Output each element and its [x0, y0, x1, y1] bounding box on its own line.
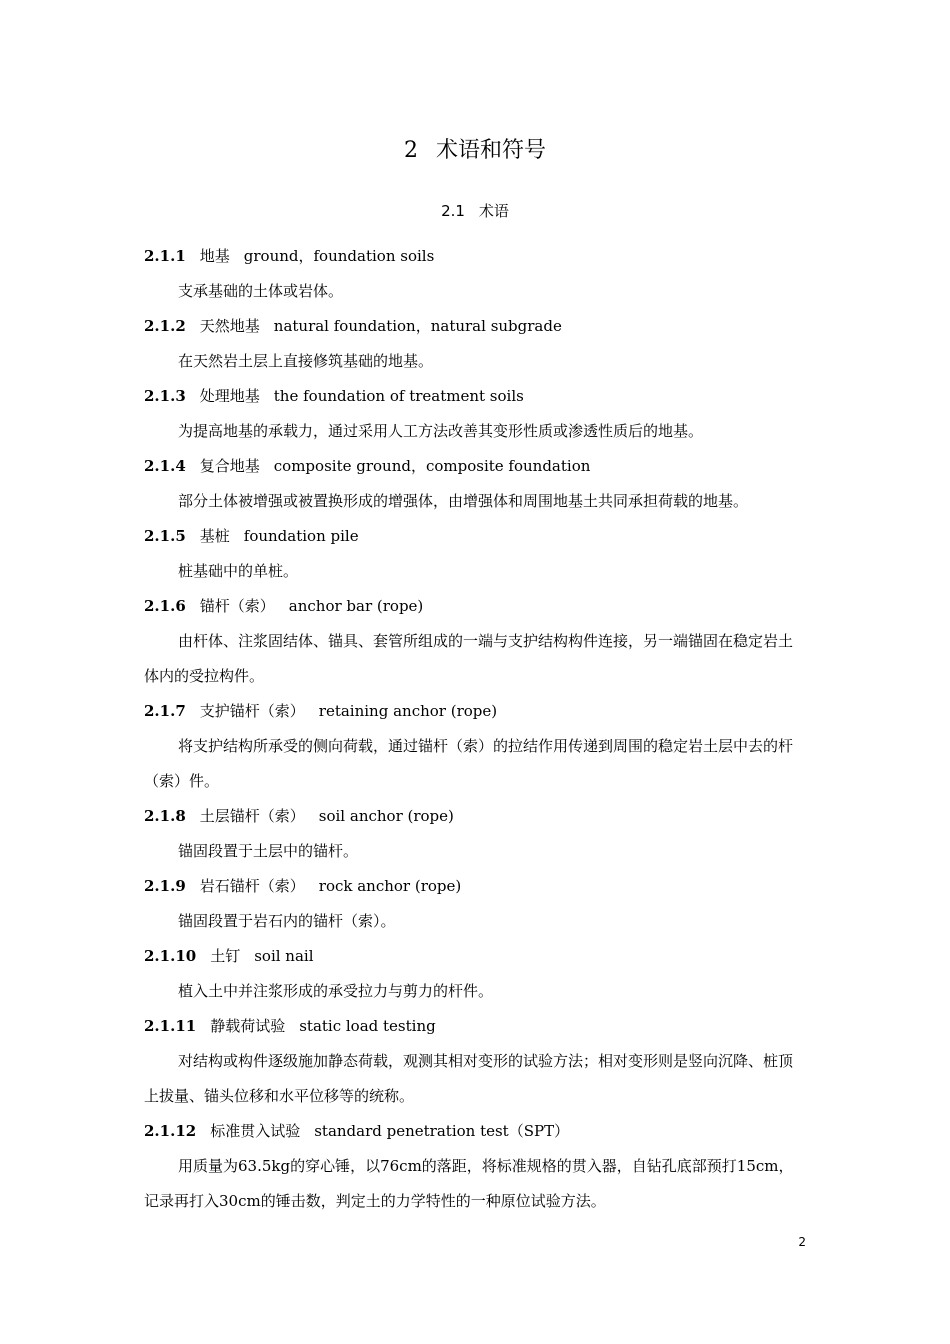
term-heading [144, 519, 804, 554]
term-chinese: 处理地基 [199, 387, 260, 405]
term-chinese: 地基 [199, 247, 230, 265]
term-english: ground，foundation soils [243, 247, 435, 265]
term-chinese: 锚杆（索） [199, 597, 275, 615]
term-heading [144, 939, 804, 974]
term-english: retaining anchor (rope) [318, 702, 498, 720]
section-number: 2.1 [441, 202, 465, 220]
term-definition: 锚固段置于岩石内的锚杆（索）。 [178, 912, 396, 930]
term-heading [144, 309, 804, 344]
term-heading [144, 239, 804, 274]
term-heading [144, 1009, 804, 1044]
term-definition: 用质量为63.5kg的穿心锤，以76cm的落距，将标准规格的贯入器，自钻孔底部预打15cm，记录再打入30cm的锤击数，判定土的力学特性的一种原位试验方法。 [144, 1157, 794, 1210]
term-heading [144, 379, 804, 414]
term-english: rock anchor (rope) [318, 877, 462, 895]
term-definition: 由杆体、注浆固结体、锚具、套管所组成的一端与支护结构构件连接，另一端锚固在稳定岩土体内的受拉构件。 [144, 632, 794, 685]
term-number: 2.1.4 [144, 457, 186, 475]
term-number: 2.1.7 [144, 702, 186, 720]
term-definition: 部分土体被增强或被置换形成的增强体，由增强体和周围地基土共同承担荷载的地基。 [178, 492, 749, 510]
term-english: anchor bar (rope) [288, 597, 424, 615]
term-number: 2.1.5 [144, 527, 186, 545]
term-heading [144, 869, 804, 904]
term-number: 2.1.11 [144, 1017, 197, 1035]
term-definition: 将支护结构所承受的侧向荷载，通过锚杆（索）的拉结作用传递到周围的稳定岩土层中去的杆（索）件。 [144, 737, 794, 790]
term-definition: 桩基础中的单桩。 [178, 562, 299, 580]
term-definition: 对结构或构件逐级施加静态荷载，观测其相对变形的试验方法；相对变形则是竖向沉降、桩顶上拔量、锚头位移和水平位移等的统称。 [144, 1052, 794, 1105]
term-chinese: 基桩 [199, 527, 230, 545]
page-number: 2 [798, 1235, 806, 1249]
term-heading [144, 449, 804, 484]
terms-list [144, 239, 804, 1219]
term-number: 2.1.8 [144, 807, 186, 825]
term-chinese: 岩石锚杆（索） [199, 877, 305, 895]
term-definition: 锚固段置于土层中的锚杆。 [178, 842, 359, 860]
term-english: soil anchor (rope) [318, 807, 454, 825]
term-english: soil nail [254, 947, 314, 965]
term-definition: 为提高地基的承载力，通过采用人工方法改善其变形性质或渗透性质后的地基。 [178, 422, 704, 440]
section-title [0, 200, 950, 222]
term-english: composite ground，composite foundation [273, 457, 591, 475]
term-english: foundation pile [243, 527, 359, 545]
term-chinese: 标准贯入试验 [210, 1122, 301, 1140]
term-heading [144, 1114, 804, 1149]
term-definition: 支承基础的土体或岩体。 [178, 282, 344, 300]
term-number: 2.1.1 [144, 247, 186, 265]
chapter-title [0, 136, 950, 166]
term-english: the foundation of treatment soils [273, 387, 524, 405]
term-chinese: 天然地基 [199, 317, 260, 335]
term-number: 2.1.9 [144, 877, 186, 895]
term-heading [144, 694, 804, 729]
term-english: standard penetration test（SPT） [314, 1122, 570, 1140]
section-title-text: 术语 [478, 202, 509, 220]
term-english: natural foundation，natural subgrade [273, 317, 562, 335]
term-chinese: 土层锚杆（索） [199, 807, 305, 825]
term-chinese: 复合地基 [199, 457, 260, 475]
term-heading [144, 589, 804, 624]
chapter-title-text: 术语和符号 [435, 138, 546, 163]
chapter-number: 2 [403, 138, 418, 163]
term-number: 2.1.12 [144, 1122, 197, 1140]
term-number: 2.1.6 [144, 597, 186, 615]
term-definition: 植入土中并注浆形成的承受拉力与剪力的杆件。 [178, 982, 494, 1000]
term-english: static load testing [299, 1017, 436, 1035]
term-chinese: 支护锚杆（索） [199, 702, 305, 720]
term-number: 2.1.10 [144, 947, 197, 965]
term-number: 2.1.3 [144, 387, 186, 405]
term-chinese: 静载荷试验 [210, 1017, 286, 1035]
term-chinese: 土钉 [210, 947, 241, 965]
term-heading [144, 799, 804, 834]
term-definition: 在天然岩土层上直接修筑基础的地基。 [178, 352, 434, 370]
term-number: 2.1.2 [144, 317, 186, 335]
